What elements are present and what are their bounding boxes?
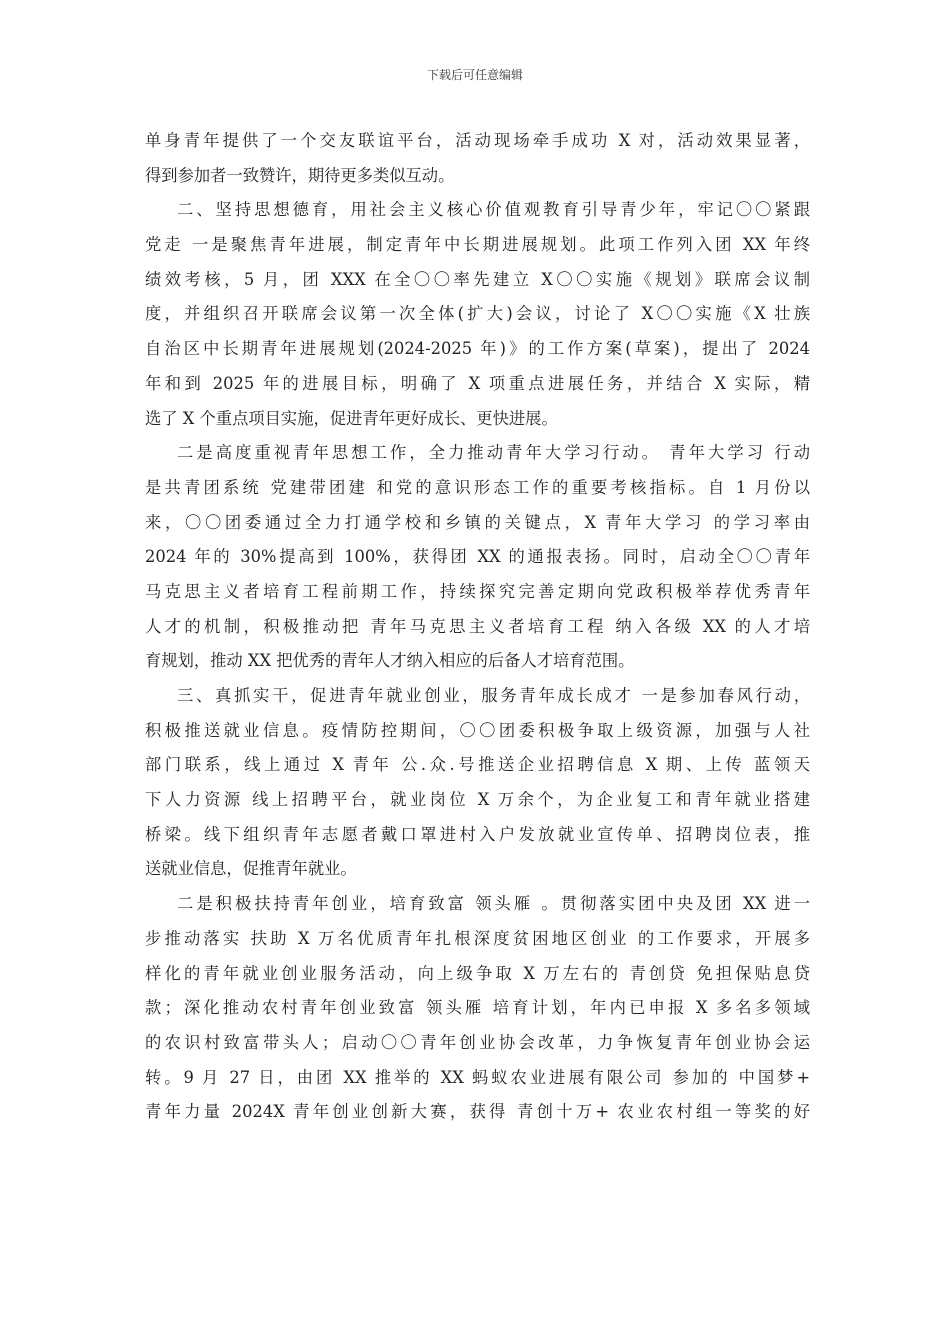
text-line: 来，〇〇团委通过全力打通学校和乡镇的关键点，X 青年大学习 的学习率由 — [145, 512, 810, 532]
text-line: 自治区中长期青年进展规划(2024-2025 年)》的工作方案(草案)，提出了 2024 — [145, 339, 810, 359]
text-line: 度，并组织召开联席会议第一次全体(扩大)会议，讨论了 X〇〇实施《X 壮族 — [145, 304, 810, 324]
text-line: 人才的机制，积极推动把 青年马克思主义者培育工程 纳入各级 XX 的人才培 — [145, 616, 810, 636]
text-line: 的农识村致富带头人；启动〇〇青年创业协会改革，力争恢复青年创业协会运 — [145, 1032, 810, 1052]
text-line: 党走 一是聚焦青年进展，制定青年中长期进展规划。此项工作列入团 XX 年终 — [145, 235, 810, 255]
text-line: 款；深化推动农村青年创业致富 领头雁 培育计划，年内已申报 X 多名多领域 — [145, 998, 810, 1018]
text-line: 部门联系，线上通过 X 青年 公.众.号推送企业招聘信息 X 期、上传 蓝领天 — [145, 755, 810, 775]
text-line: 年和到 2025 年的进展目标，明确了 X 项重点进展任务，并结合 X 实际，精 — [145, 373, 810, 393]
text-line: 下人力资源 线上招聘平台，就业岗位 X 万余个，为企业复工和青年就业搭建 — [145, 790, 810, 810]
text-line: 积极推送就业信息。疫情防控期间，〇〇团委积极争取上级资源，加强与人社 — [145, 720, 810, 740]
paragraph-start-line: 三、真抓实干，促进青年就业创业，服务青年成长成才 一是参加春风行动， — [177, 686, 810, 705]
text-line: 育规划，推动 XX 把优秀的青年人才纳入相应的后备人才培育范围。 — [145, 651, 635, 671]
text-line: 马克思主义者培育工程前期工作，持续探究完善定期向党政积极举荐优秀青年 — [145, 581, 810, 601]
text-line: 送就业信息，促推青年就业。 — [145, 859, 357, 879]
text-line: 青年力量 2024X 青年创业创新大赛，获得 青创十万+ 农业农村组一等奖的好 — [145, 1102, 810, 1122]
text-line: 单身青年提供了一个交友联谊平台，活动现场牵手成功 X 对，活动效果显著， — [145, 131, 810, 150]
text-line: 选了 X 个重点项目实施，促进青年更好成长、更快进展。 — [145, 408, 558, 428]
document-body — [145, 124, 810, 1130]
text-line: 样化的青年就业创业服务活动，向上级争取 X 万左右的 青创贷 免担保贴息贷 — [145, 963, 810, 983]
text-line: 步推动落实 扶助 X 万名优质青年扎根深度贫困地区创业 的工作要求，开展多 — [145, 928, 810, 948]
text-line: 转。9 月 27 日，由团 XX 推举的 XX 蚂蚁农业进展有限公司 参加的 中国梦+ — [145, 1067, 810, 1087]
paragraph-start-line: 二是积极扶持青年创业，培育致富 领头雁 。贯彻落实团中央及团 XX 进一 — [177, 894, 810, 914]
text-line: 是共青团系统 党建带团建 和党的意识形态工作的重要考核指标。自 1 月份以 — [145, 477, 810, 497]
text-line: 得到参加者一致赞许，期待更多类似互动。 — [145, 165, 455, 185]
paragraph-start-line: 二是高度重视青年思想工作，全力推动青年大学习行动。 青年大学习 行动 — [177, 443, 810, 463]
page-header: 下载后可任意编辑 — [426, 68, 523, 82]
paragraph-start-line: 二、坚持思想德育，用社会主义核心价值观教育引导青少年，牢记〇〇紧跟 — [177, 200, 810, 220]
text-line: 2024 年的 30%提高到 100%，获得团 XX 的通报表扬。同时，启动全〇〇青年 — [145, 547, 810, 567]
text-line: 绩效考核，5 月，团 XXX 在全〇〇率先建立 X〇〇实施《规划》联席会议制 — [145, 269, 810, 289]
text-line: 桥梁。线下组织青年志愿者戴口罩进村入户发放就业宣传单、招聘岗位表，推 — [145, 824, 810, 844]
